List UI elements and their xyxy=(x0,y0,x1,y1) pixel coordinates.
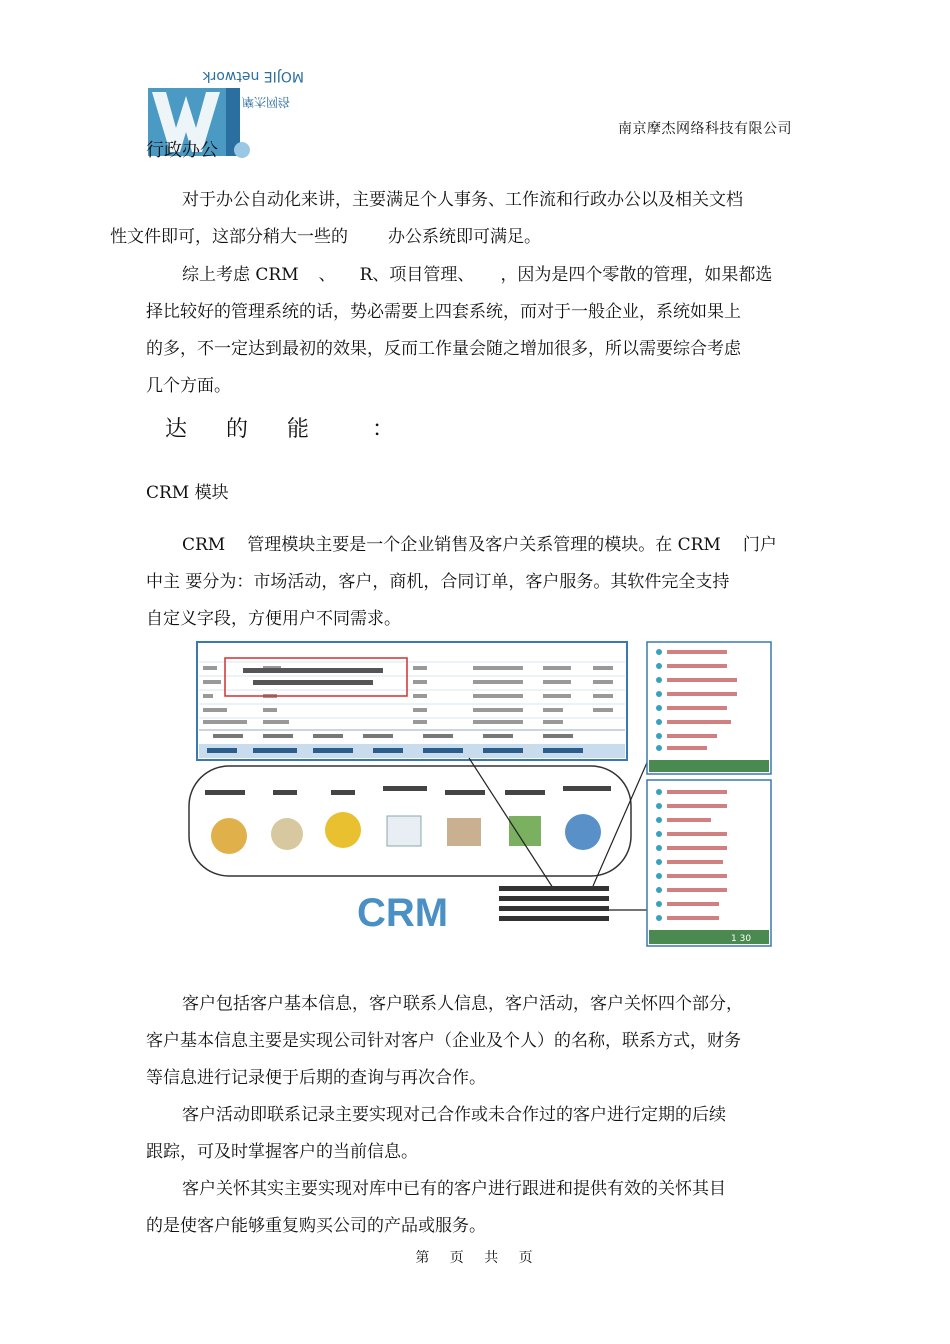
text-fragment: R、项目管理、 xyxy=(359,265,475,285)
text-line: 客户包括客户基本信息，客户联系人信息，客户活动，客户关怀四个部分， xyxy=(182,994,743,1014)
text-line: 性文件即可，这部分稍大一些的 xyxy=(110,227,348,247)
text-line: 的是使客户能够重复购买公司的产品或服务。 xyxy=(146,1216,486,1236)
text-line: 客户活动即联系记录主要实现对己合作或未合作过的客户进行定期的后续 xyxy=(182,1105,726,1125)
footer-text: 页 xyxy=(518,1250,535,1266)
module-title: CRM 模块 xyxy=(146,483,229,503)
heading-char: 的 xyxy=(226,417,251,442)
crm-logo-text: CRM xyxy=(357,891,449,935)
text-line: 的多，不一定达到最初的效果，反而工作量会随之增加很多，所以需要综合考虑 xyxy=(146,339,741,359)
text-line: 办公系统即可满足。 xyxy=(388,227,541,247)
crm-screenshot-figure xyxy=(183,640,773,950)
text-line: 客户基本信息主要是实现公司针对客户（企业及个人）的名称，联系方式，财务 xyxy=(146,1031,741,1051)
paragraph-office xyxy=(110,182,810,256)
text-fragment: 管理模块主要是一个企业销售及客户关系管理的模块。在 CRM xyxy=(247,535,721,555)
text-line: 中主 要分为：市场活动，客户，商机，合同订单，客户服务。其软件完全支持 xyxy=(146,572,730,592)
paragraph-customer xyxy=(146,986,810,1245)
text-line: 择比较好的管理系统的话，势必需要上四套系统，而对于一般企业，系统如果上 xyxy=(146,302,741,322)
text-line: 跟踪，可及时掌握客户的当前信息。 xyxy=(146,1142,418,1162)
paragraph-summary xyxy=(146,257,810,405)
company-name: 南京摩杰网络科技有限公司 xyxy=(618,121,792,137)
text-fragment: 门户 xyxy=(742,535,777,555)
text-fragment: 、 xyxy=(318,265,336,285)
section-title: 行政办公 xyxy=(146,140,218,161)
footer-text: 页 xyxy=(449,1250,466,1266)
footer-text: 共 xyxy=(484,1250,501,1266)
heading-char: 达 xyxy=(165,417,190,442)
text-line: 等信息进行记录便于后期的查询与再次合作。 xyxy=(146,1068,486,1088)
text-line: 客户关怀其实主要实现对库中已有的客户进行跟进和提供有效的关怀其目 xyxy=(182,1179,726,1199)
spaced-heading xyxy=(165,412,424,443)
footer-text: 第 xyxy=(415,1250,432,1266)
page-footer xyxy=(0,1247,950,1267)
svg-text:摩杰网络: 摩杰网络 xyxy=(242,95,291,109)
panel-pager-text: 1 30 xyxy=(731,934,752,944)
paragraph-crm-intro xyxy=(146,527,810,638)
text-fragment: 综上考虑 CRM xyxy=(182,265,299,285)
text-fragment: ，因为是四个零散的管理，如果都选 xyxy=(500,265,773,285)
text-fragment: CRM xyxy=(182,535,226,555)
heading-char: 能 xyxy=(287,417,312,442)
text-line: 几个方面。 xyxy=(146,376,231,396)
text-line: 自定义字段，方便用户不同需求。 xyxy=(146,609,401,629)
text-line: 对于办公自动化来讲，主要满足个人事务、工作流和行政办公以及相关文档 xyxy=(182,190,743,210)
svg-text:MOJIE network: MOJIE network xyxy=(202,68,304,84)
heading-char: ： xyxy=(372,417,397,442)
